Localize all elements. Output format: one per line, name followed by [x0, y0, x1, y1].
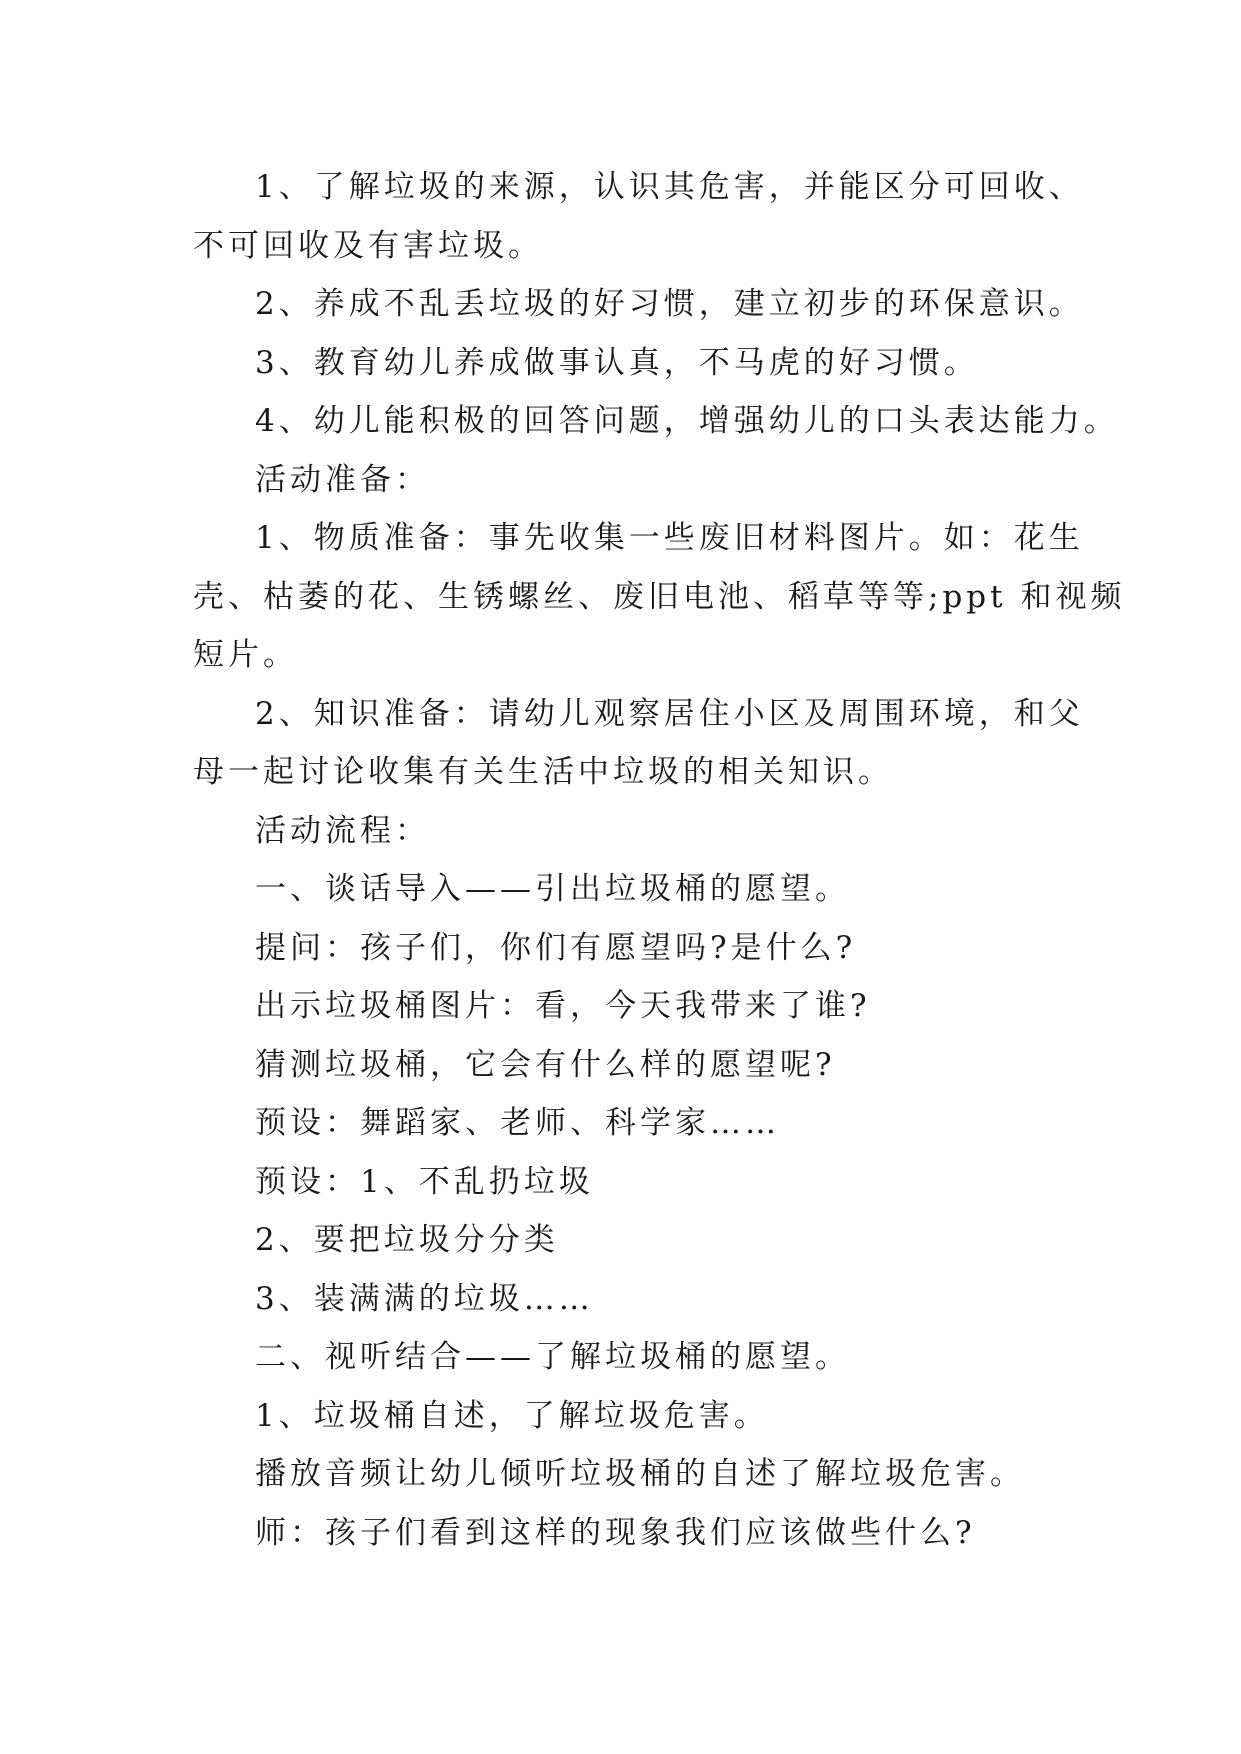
text-line: 母一起讨论收集有关生活中垃圾的相关知识。: [193, 754, 893, 790]
text-line: 2、要把垃圾分分类: [255, 1222, 559, 1258]
text-line: 师：孩子们看到这样的现象我们应该做些什么?: [255, 1514, 976, 1551]
text-line: 二、视听结合——了解垃圾桶的愿望。: [255, 1339, 850, 1375]
text-line: 猜测垃圾桶，它会有什么样的愿望呢?: [255, 1046, 836, 1083]
text-line: 不可回收及有害垃圾。: [193, 227, 543, 264]
document-body: [193, 158, 1126, 1562]
text-line: 壳、枯萎的花、生锈螺丝、废旧电池、稻草等等;ppt 和视频: [193, 578, 1126, 615]
section-heading: 活动流程：: [255, 812, 430, 849]
text-line: 1、垃圾桶自述，了解垃圾危害。: [255, 1397, 769, 1434]
section-heading: 活动准备：: [255, 461, 430, 498]
text-line: 一、谈话导入——引出垃圾桶的愿望。: [255, 871, 850, 907]
text-line: 短片。: [193, 637, 298, 673]
text-line: 3、装满满的垃圾……: [255, 1280, 594, 1317]
text-line: 2、知识准备：请幼儿观察居住小区及周围环境，和父: [255, 695, 1084, 732]
text-line: 提问：孩子们，你们有愿望吗?是什么?: [255, 929, 857, 966]
text-line: 1、了解垃圾的来源，认识其危害，并能区分可回收、: [255, 169, 1084, 205]
text-line: 1、物质准备：事先收集一些废旧材料图片。如：花生: [255, 520, 1084, 556]
text-line: 预设：舞蹈家、老师、科学家……: [255, 1105, 780, 1141]
text-line: 预设：1、不乱扔垃圾: [255, 1163, 594, 1200]
text-line: 4、幼儿能积极的回答问题，增强幼儿的口头表达能力。: [255, 403, 1119, 439]
text-line: 2、养成不乱丢垃圾的好习惯，建立初步的环保意识。: [255, 286, 1084, 322]
text-line: 播放音频让幼儿倾听垃圾桶的自述了解垃圾危害。: [255, 1456, 1025, 1492]
text-line: 3、教育幼儿养成做事认真，不马虎的好习惯。: [255, 344, 979, 381]
text-line: 出示垃圾桶图片：看，今天我带来了谁?: [255, 988, 871, 1024]
